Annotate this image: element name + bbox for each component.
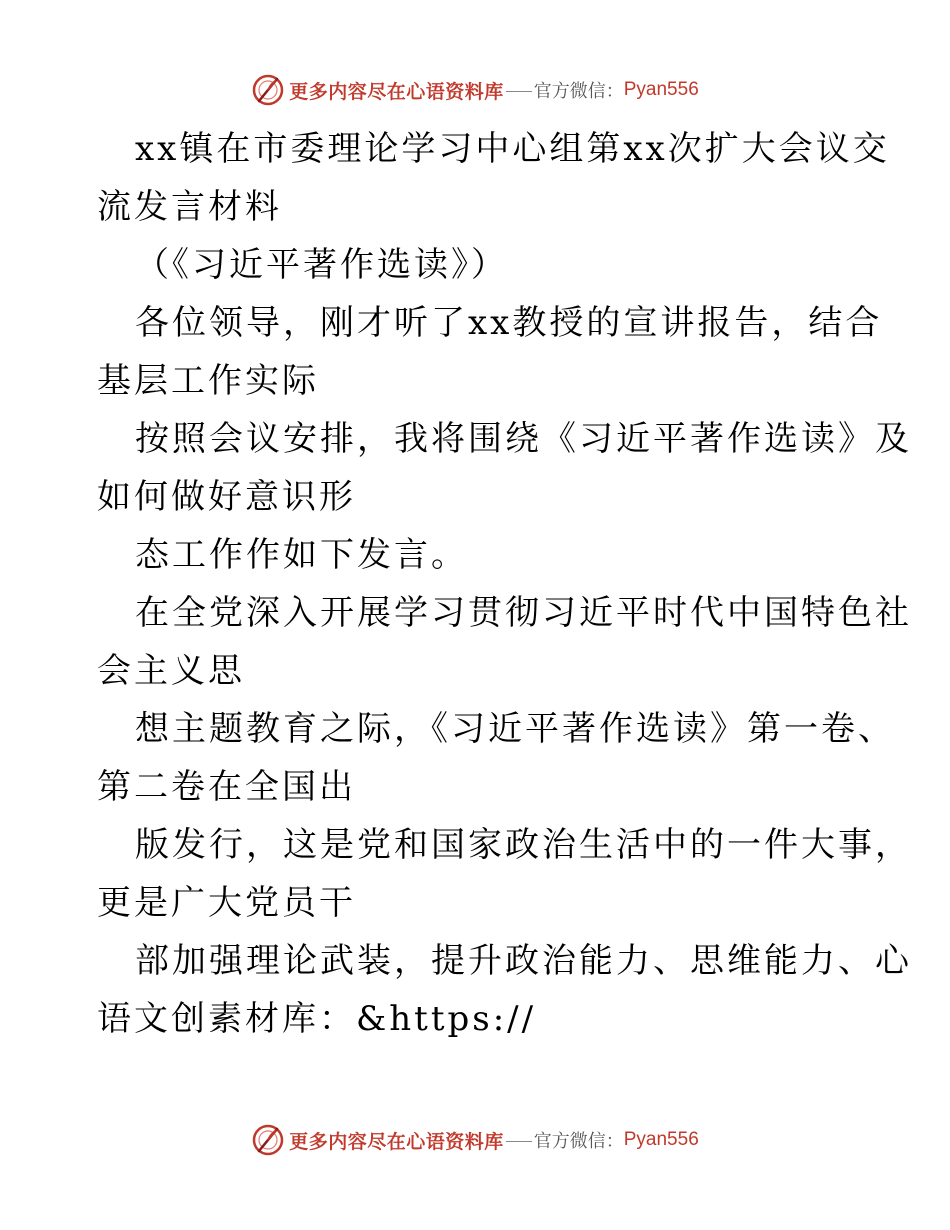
watermark-wechat-label: 官方微信：	[533, 1131, 624, 1152]
footer-watermark	[0, 1120, 950, 1160]
feather-logo-icon	[251, 1123, 285, 1157]
text-line: 如何做好意识形	[97, 477, 356, 517]
watermark-site-text: 更多内容尽在心语资料库	[289, 80, 504, 103]
text-line: 会主义思	[97, 651, 245, 691]
watermark-dash	[506, 91, 532, 92]
text-line: xx镇在市委理论学习中心组第xx次扩大会议交	[135, 129, 890, 169]
watermark-wechat-id: Pyan556	[623, 1129, 699, 1150]
watermark-wechat-id: Pyan556	[623, 79, 699, 100]
text-line: 第二卷在全国出	[97, 767, 356, 807]
watermark-dash	[506, 1141, 532, 1142]
text-line: 态工作作如下发言。	[135, 535, 468, 575]
text-line: 在全党深入开展学习贯彻习近平时代中国特色社	[135, 593, 912, 633]
text-line: 语文创素材库：&https://	[97, 999, 537, 1039]
text-line: 按照会议安排，我将围绕《习近平著作选读》及	[135, 419, 912, 459]
watermark-wechat-label: 官方微信：	[533, 81, 624, 102]
document-body	[97, 120, 912, 1048]
text-line: 部加强理论武装，提升政治能力、思维能力、心	[135, 941, 912, 981]
text-line: 更是广大党员干	[97, 883, 356, 923]
watermark-site-text: 更多内容尽在心语资料库	[289, 1130, 504, 1153]
text-line: 版发行，这是党和国家政治生活中的一件大事，	[135, 825, 912, 865]
feather-logo-icon	[251, 73, 285, 107]
text-line: 流发言材料	[97, 187, 282, 227]
header-watermark	[0, 70, 950, 110]
text-line: 基层工作实际	[97, 361, 319, 401]
text-line: （《习近平著作选读》）	[135, 245, 508, 285]
text-line: 各位领导，刚才听了xx教授的宣讲报告，结合	[135, 303, 883, 343]
text-line: 想主题教育之际，《习近平著作选读》第一卷、	[135, 709, 895, 749]
